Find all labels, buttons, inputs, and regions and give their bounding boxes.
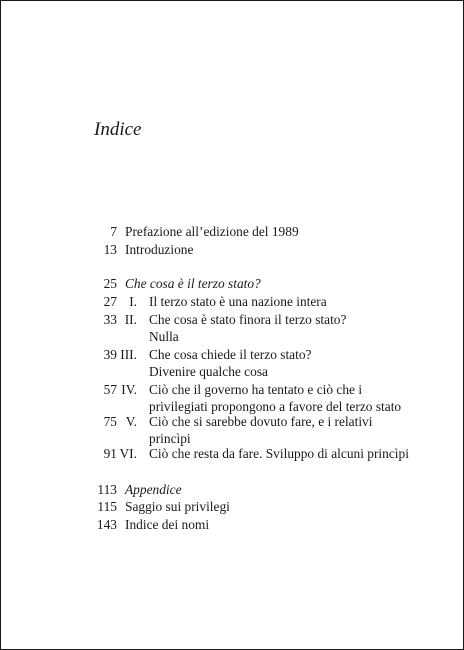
toc-title <box>149 346 411 380</box>
toc-page-number: 27 <box>103 294 117 309</box>
toc-page-number: 75 <box>103 414 117 429</box>
toc-title <box>149 445 411 462</box>
toc-title <box>149 413 411 447</box>
index-heading: Indice <box>94 119 142 140</box>
toc-title-line: Che cosa chiede il terzo stato? <box>149 347 312 362</box>
toc-page-number: 143 <box>96 517 117 532</box>
toc-title-line: Appendice <box>125 482 182 497</box>
toc-page-number: 91 <box>103 446 117 461</box>
toc-page-number: 113 <box>97 482 117 497</box>
toc-title-line: princìpi <box>149 431 191 446</box>
toc-chapter-numeral: II. <box>124 312 137 327</box>
toc-title <box>125 516 410 533</box>
toc-title-line: Ciò che resta da fare. Sviluppo di alcuni princìpi <box>149 446 409 461</box>
toc-title-line: Introduzione <box>125 242 194 257</box>
toc-page-number: 25 <box>103 276 117 291</box>
toc-page-number: 39 <box>103 347 117 362</box>
toc-title-line: Prefazione all’edizione del 1989 <box>125 224 299 239</box>
toc-title <box>125 275 410 292</box>
toc-chapter-numeral: IV. <box>121 382 137 397</box>
toc-chapter-numeral: VI. <box>119 446 137 461</box>
toc-title <box>149 311 411 345</box>
toc-title-line: privilegiati propongono a favore del terzo stato <box>149 399 402 414</box>
toc-chapter-numeral: V. <box>125 414 137 429</box>
toc-title-line: Il terzo stato è una nazione intera <box>149 294 327 309</box>
toc-title-line: Ciò che il governo ha tentato e ciò che i <box>149 382 363 397</box>
toc-page-number: 7 <box>110 224 117 239</box>
toc-title <box>125 498 410 515</box>
toc-title-line: Nulla <box>149 329 179 344</box>
toc-page-number: 115 <box>97 499 117 514</box>
toc-title <box>125 241 410 258</box>
toc-title <box>149 293 411 310</box>
toc-title <box>125 481 410 498</box>
toc-title-line: Ciò che si sarebbe dovuto fare, e i relativi <box>149 414 373 429</box>
toc-title <box>125 223 410 240</box>
toc-title-line: Divenire qualche cosa <box>149 364 268 379</box>
toc-title-line: Che cosa è stato finora il terzo stato? <box>149 312 347 327</box>
toc-title <box>149 381 411 415</box>
toc-title-line: Indice dei nomi <box>125 517 210 532</box>
toc-page-number: 13 <box>103 242 117 257</box>
toc-title-line: Che cosa è il terzo stato? <box>125 276 261 291</box>
toc-chapter-numeral: I. <box>129 294 137 309</box>
toc-page-number: 57 <box>103 382 117 397</box>
toc-title-line: Saggio sui privilegi <box>125 499 230 514</box>
toc-page-number: 33 <box>103 312 117 327</box>
toc-chapter-numeral: III. <box>120 347 137 362</box>
